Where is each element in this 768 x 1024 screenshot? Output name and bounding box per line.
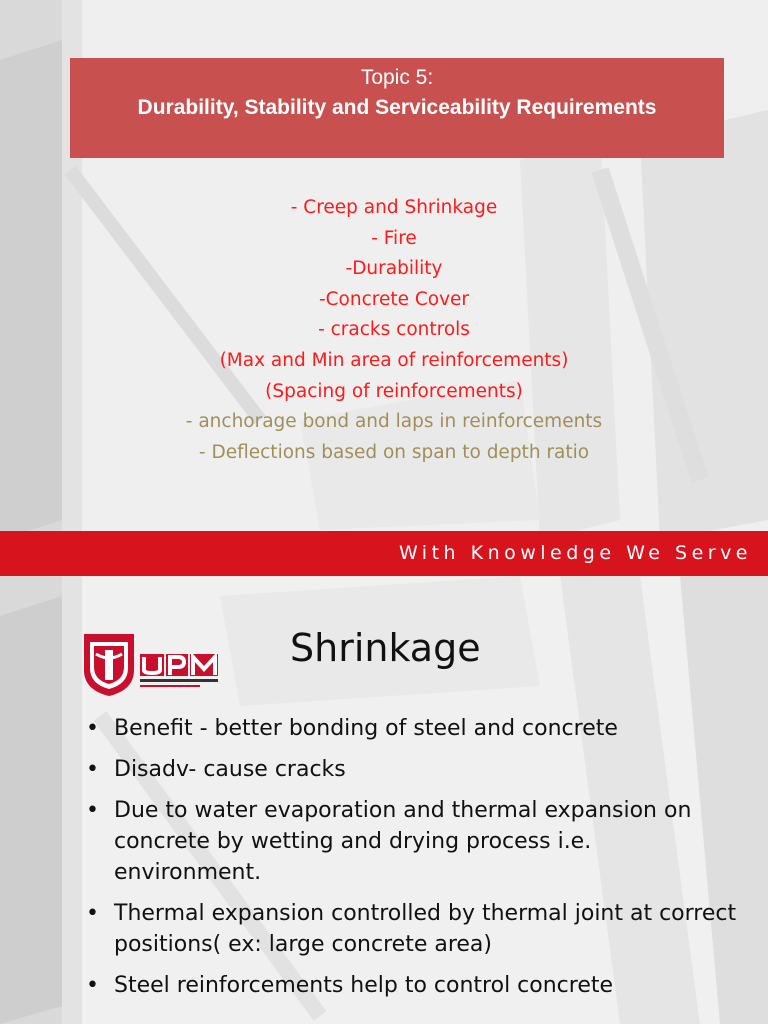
- upm-logo-graphic: [82, 632, 222, 698]
- topic-item: - Creep and Shrinkage: [290, 197, 498, 218]
- slide-title: Durability, Stability and Serviceability Requirements: [137, 96, 657, 119]
- list-item: • Steel reinforcements help to control concrete: [84, 970, 744, 1001]
- slide-title: Shrinkage: [290, 626, 481, 670]
- topic-list: [84, 193, 704, 468]
- list-item: • Thermal expansion controlled by thermal joint at correct positions( ex: large concrete area): [84, 898, 744, 960]
- list-item: • Benefit - better bonding of steel and concrete: [84, 713, 744, 744]
- topic-item: - Deflections based on span to depth ratio: [198, 441, 590, 463]
- topic-item: -Concrete Cover: [318, 288, 470, 310]
- slide-shrinkage: [0, 576, 768, 1024]
- bullet-list: [84, 713, 744, 1011]
- upm-logo: [82, 632, 222, 698]
- topic-item: (Max and Min area of reinforcements): [219, 349, 569, 371]
- topic-label: Topic 5:: [360, 66, 434, 89]
- title-box: [70, 58, 724, 158]
- footer-motto: With Knowledge We Serve: [398, 542, 752, 564]
- footer-band: [0, 531, 768, 576]
- list-item: • Due to water evaporation and thermal expansion on concrete by wetting and drying process i.e. environment.: [84, 795, 744, 888]
- topic-item: - Fire: [371, 227, 417, 249]
- topic-item: (Spacing of reinforcements): [265, 380, 523, 402]
- topic-item: -Durability: [345, 258, 443, 280]
- list-item: • Disadv- cause cracks: [84, 754, 744, 785]
- topic-item: - cracks controls: [318, 319, 470, 341]
- topic-item: - anchorage bond and laps in reinforcements: [185, 411, 603, 433]
